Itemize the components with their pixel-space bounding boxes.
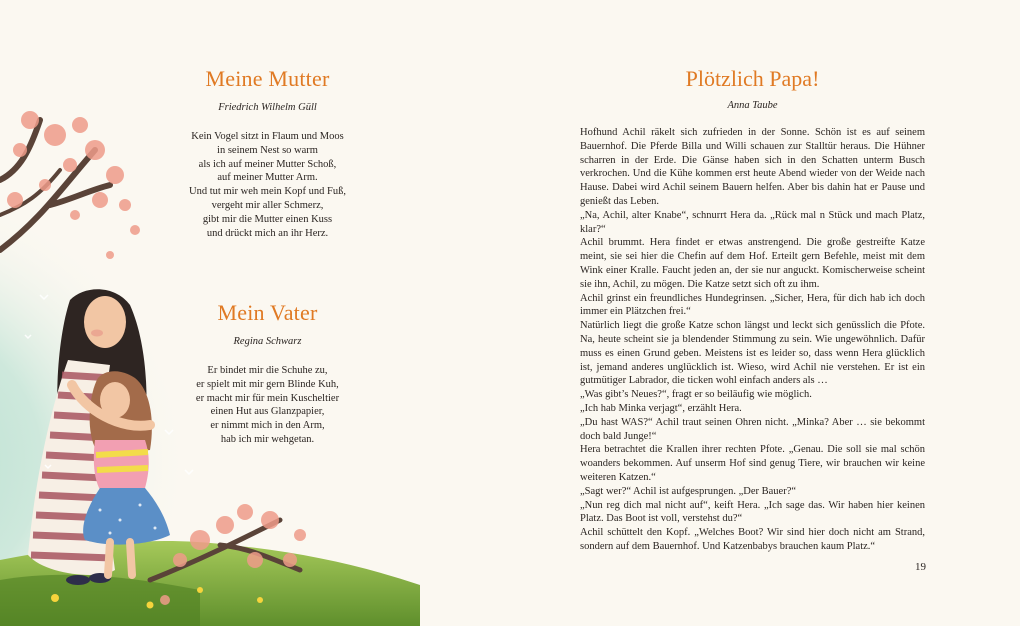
story-paragraph: „Du hast WAS?“ Achil traut seinen Ohren nicht. „Minka? Aber … sie bekommt doch bald Junge!“ [580, 416, 925, 442]
poem-line: Und tut mir weh mein Kopf und Fuß, [189, 186, 346, 198]
poem-stanza [130, 130, 405, 240]
right-page [520, 0, 1020, 626]
page-number: 19 [915, 561, 926, 573]
story-paragraph: „Ich hab Minka verjagt“, erzählt Hera. [580, 402, 742, 414]
poem-meine-mutter [130, 66, 405, 240]
poem-mein-vater [130, 300, 405, 447]
poem-title: Meine Mutter [205, 66, 330, 91]
poem-author: Friedrich Wilhelm Güll [218, 102, 317, 113]
poem-line: hab ich mir wehgetan. [220, 433, 315, 445]
story-paragraph: Achil schüttelt den Kopf. „Welches Boot? Wir sind hier doch nicht am Strand, sondern auf dem Bauernhof. Und Katzenbabys brauchen kaum Platz.“ [580, 527, 925, 552]
poem-line: in seinem Nest so warm [217, 144, 318, 156]
story-paragraph: „Was gibt’s Neues?“, fragt er so beiläufig wie möglich. [580, 389, 812, 401]
poem-line: als ich auf meiner Mutter Schoß, [198, 158, 337, 170]
poem-title: Mein Vater [217, 300, 318, 325]
story-paragraph: „Sagt wer?“ Achil ist aufgesprungen. „Der Bauer?“ [580, 485, 797, 497]
poem-line: vergeht mir aller Schmerz, [211, 199, 324, 211]
poem-line: einen Hut aus Glanzpapier, [210, 406, 325, 418]
story-author: Anna Taube [727, 100, 778, 111]
story-paragraph: „Na, Achil, alter Knabe“, schnurrt Hera da. „Rück mal n Stück und mach Platz, klar?“ [580, 209, 925, 235]
poem-line: Er bindet mir die Schuhe zu, [207, 365, 328, 376]
story-paragraph: Achil grinst ein freundliches Hundegrinsen. „Sicher, Hera, für dich hab ich doch immer ein Plätzchen frei.“ [580, 292, 925, 318]
story-title: Plötzlich Papa! [685, 66, 820, 91]
story-paragraph: „Nun reg dich mal nicht auf“, keift Hera. „Ich sage das. Wir haben hier keinen Platz. Das Boot ist voll, verstehst du?“ [580, 499, 925, 525]
poem-line: und drückt mich an ihr Herz. [206, 227, 329, 239]
poem-line: auf meiner Mutter Arm. [217, 172, 318, 184]
story-paragraph: Hofhund Achil räkelt sich zufrieden in der Sonne. Schön ist es auf seinem Bauernhof. Die Pferde Billa und Willi schauen zur Stalltür heraus. Die Hühner scharren in der Erde. Die Gänse haben sich in den Schatten unterm Busch verkrochen. Und die Kühe kommen erst heute Abend wieder von der Weide nach Hause. Dabei wird Achil seinem Bauern helfen. Aber bis dahin hat er Pause und genießt das Leben. [580, 127, 925, 207]
poem-line: gibt mir die Mutter einen Kuss [202, 213, 333, 225]
poem-line: er spielt mit mir gern Blinde Kuh, [196, 378, 339, 390]
story-body [580, 126, 925, 554]
poem-stanza [130, 364, 405, 447]
poem-line: er nimmt mich in den Arm, [210, 420, 325, 432]
story-paragraph: Hera betrachtet die Krallen ihrer rechten Pfote. „Genau. Die soll sie mal schön woanders bekommen. Auf unserm Hof sind genug Tiere, wir brauchen wir keine weiteren Katzen.“ [580, 444, 925, 483]
poem-line: er macht mir für mein Kuscheltier [195, 392, 340, 404]
story-paragraph: Natürlich liegt die große Katze schon längst und leckt sich genüsslich die Pfote. Na, heute scheint sie ja blendender Stimmung zu sein. Wie ungewöhnlich. Dafür muss es einen Grund geben. Meistens ist es leider so, dass wenn Hera glücklich ist, jemand anderes unglücklich ist. Wieso, wird Achil nie verstehen. Er ist ein gutmütiger Labrador, die ticken wohl einfach anders als … [580, 320, 925, 387]
story-paragraph: Achil brummt. Hera findet er etwas anstrengend. Die große gestreifte Katze meint, sie sei hier die Chefin auf dem Hof. Erteilt gern Befehle, meist mit dem Wink einer Kralle. Faucht jeden an, der sie nur anguckt. Komischerweise scheint sie ihn, Achil, zu mögen. Die Katze setzt sich oft zu ihm. [580, 237, 925, 290]
poem-author: Regina Schwarz [233, 336, 302, 347]
poem-line: Kein Vogel sitzt in Flaum und Moos [191, 131, 344, 142]
